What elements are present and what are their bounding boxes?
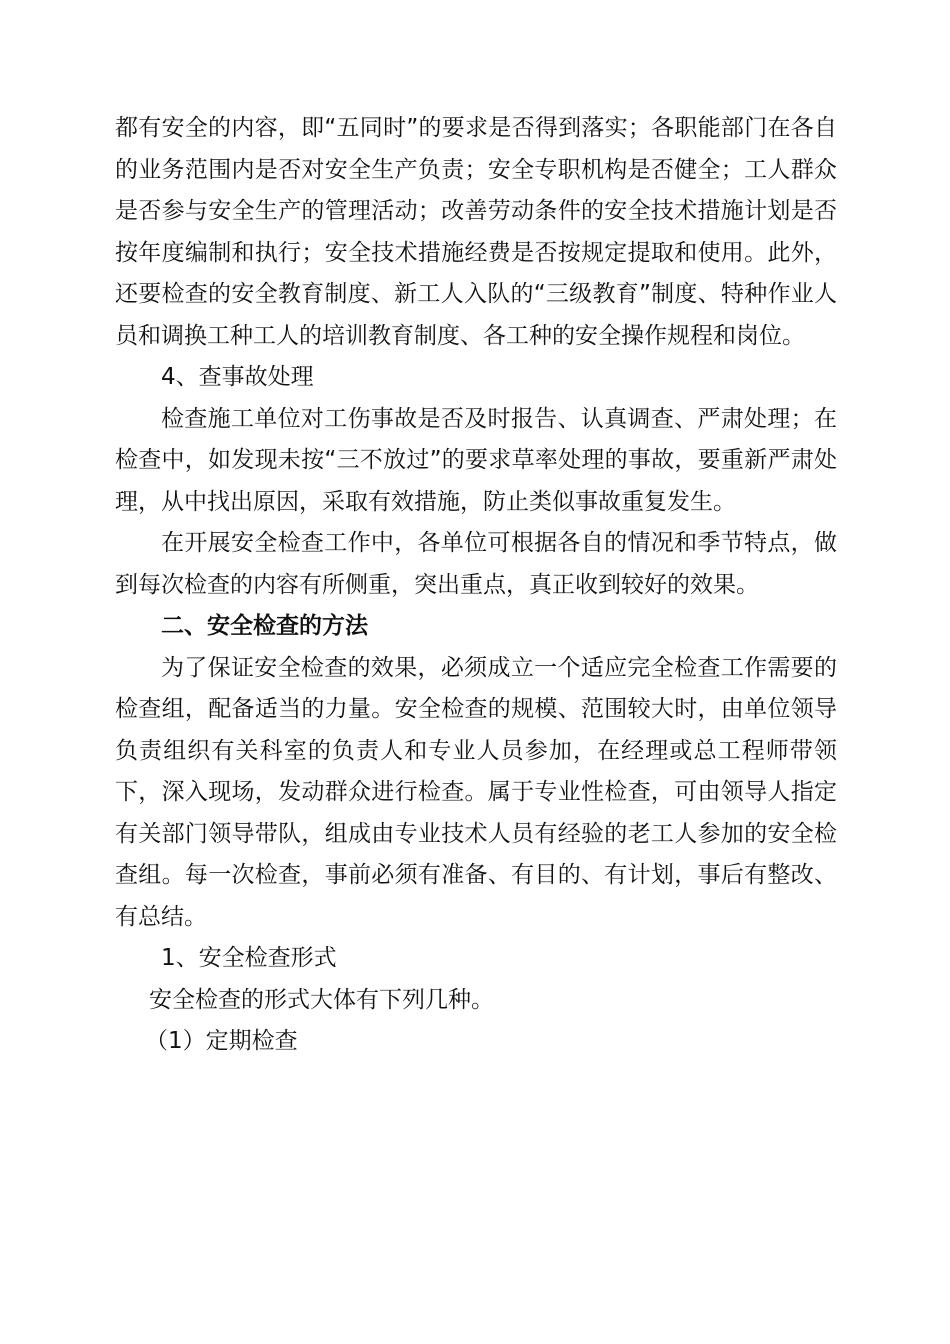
document-body: [115, 108, 837, 1063]
body-paragraph: 在开展安全检查工作中，各单位可根据各自的情况和季节特点，做到每次检查的内容有所侧重，突出重点，真正收到较好的效果。: [115, 530, 837, 598]
section-heading: 4、查事故处理: [161, 364, 314, 390]
section-heading: 1、安全检查形式: [161, 945, 337, 971]
body-paragraph: 都有安全的内容，即“五同时”的要求是否得到落实；各职能部门在各自的业务范围内是否对安全生产负责；安全专职机构是否健全；工人群众是否参与安全生产的管理活动；改善劳动条件的安全技术措施计划是否按年度编制和执行；安全技术措施经费是否按规定提取和使用。此外，还要检查的安全教育制度、新工人入队的“三级教育”制度、特种作业人员和调换工种工人的培训教育制度、各工种的安全操作规程和岗位。: [115, 115, 837, 349]
chapter-heading: 二、安全检查的方法: [161, 613, 368, 639]
subsection-heading: （1）定期检查: [145, 1028, 298, 1054]
body-paragraph: 检查施工单位对工伤事故是否及时报告、认真调查、严肃处理；在检查中，如发现未按“三不放过”的要求草率处理的事故，要重新严肃处理，从中找出原因，采取有效措施，防止类似事故重复发生。: [115, 405, 837, 515]
body-paragraph: 为了保证安全检查的效果，必须成立一个适应完全检查工作需要的检查组，配备适当的力量。安全检查的规模、范围较大时，由单位领导负责组织有关科室的负责人和专业人员参加，在经理或总工程师带领下，深入现场，发动群众进行检查。属于专业性检查，可由领导人指定有关部门领导带队，组成由专业技术人员有经验的老工人参加的安全检查组。每一次检查，事前必须有准备、有目的、有计划，事后有整改、有总结。: [115, 654, 837, 930]
body-paragraph: 安全检查的形式大体有下列几种。: [149, 986, 494, 1013]
